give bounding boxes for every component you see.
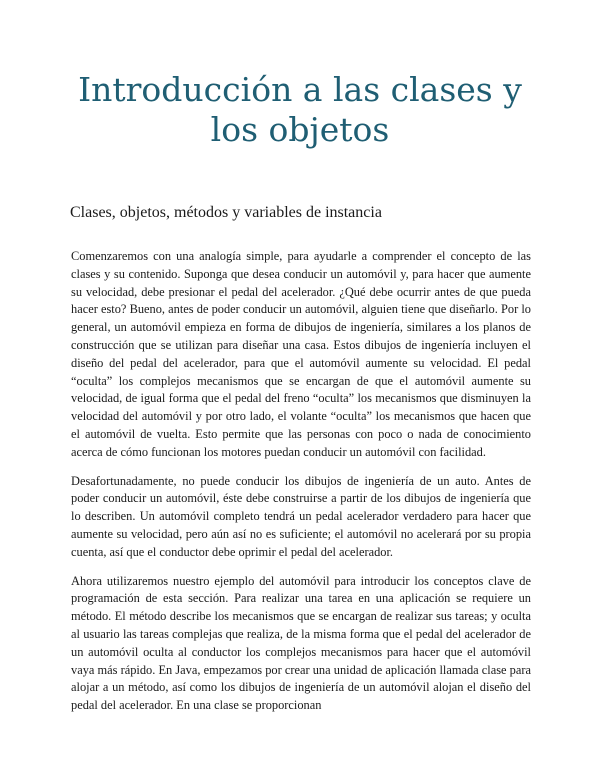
section-heading: Clases, objetos, métodos y variables de instancia [70,204,382,221]
page-title: Introducción a las clases y los objetos [78,70,522,149]
paragraph-2: Desafortunadamente, no puede conducir los dibujos de ingeniería de un auto. Antes de poder conducir un automóvil, éste debe construirse a partir de los dibujos de ingeniería que lo describen. Un automóvil completo tendrá un pedal acelerador verdadero para hacer que aumente su velocidad, pero aún así no es suficiente; el automóvil no acelerará por su propia cuenta, así que el conductor debe oprimir el pedal del acelerador. [71,473,531,559]
paragraph-3: Ahora utilizaremos nuestro ejemplo del automóvil para introducir los conceptos clave de programación de esta sección. Para realizar una tarea en una aplicación se requiere un método. El método describe los mecanismos que se encargan de realizar sus tareas; y oculta al usuario las tareas complejas que realiza, de la misma forma que el pedal del acelerador de un automóvil oculta al conductor los complejos mecanismos para hacer que el automóvil vaya más rápido. En Java, empezamos por crear una unidad de aplicación llamada clase para alojar a un método, así como los dibujos de ingeniería de un automóvil alojan el diseño del pedal del acelerador. En una clase se proporcionan [71,573,531,713]
paragraph-1: Comenzaremos con una analogía simple, para ayudarle a comprender el concepto de las clases y su contenido. Suponga que desea conducir un automóvil y, para hacer que aumente su velocidad, debe presionar el pedal del acelerador. ¿Qué debe ocurrir antes de que pueda hacer esto? Bueno, antes de poder conducir un automóvil, alguien tiene que diseñarlo. Por lo general, un automóvil empieza en forma de dibujos de ingeniería, similares a los planos de construcción que se utilizan para diseñar una casa. Estos dibujos de ingeniería incluyen el diseño del pedal del acelerador, para que el automóvil aumente su velocidad. El pedal “oculta” los complejos mecanismos que se encargan de que el automóvil aumente su velocidad, de igual forma que el pedal del freno “oculta” los mecanismos que disminuyen la velocidad del automóvil y por otro lado, el volante “oculta” los mecanismos que hacen que el automóvil de vuelta. Esto permite que las personas con poco o nada de conocimiento acerca de cómo funcionan los motores puedan conducir un automóvil con facilidad. [71,249,531,459]
body-text [71,248,531,726]
